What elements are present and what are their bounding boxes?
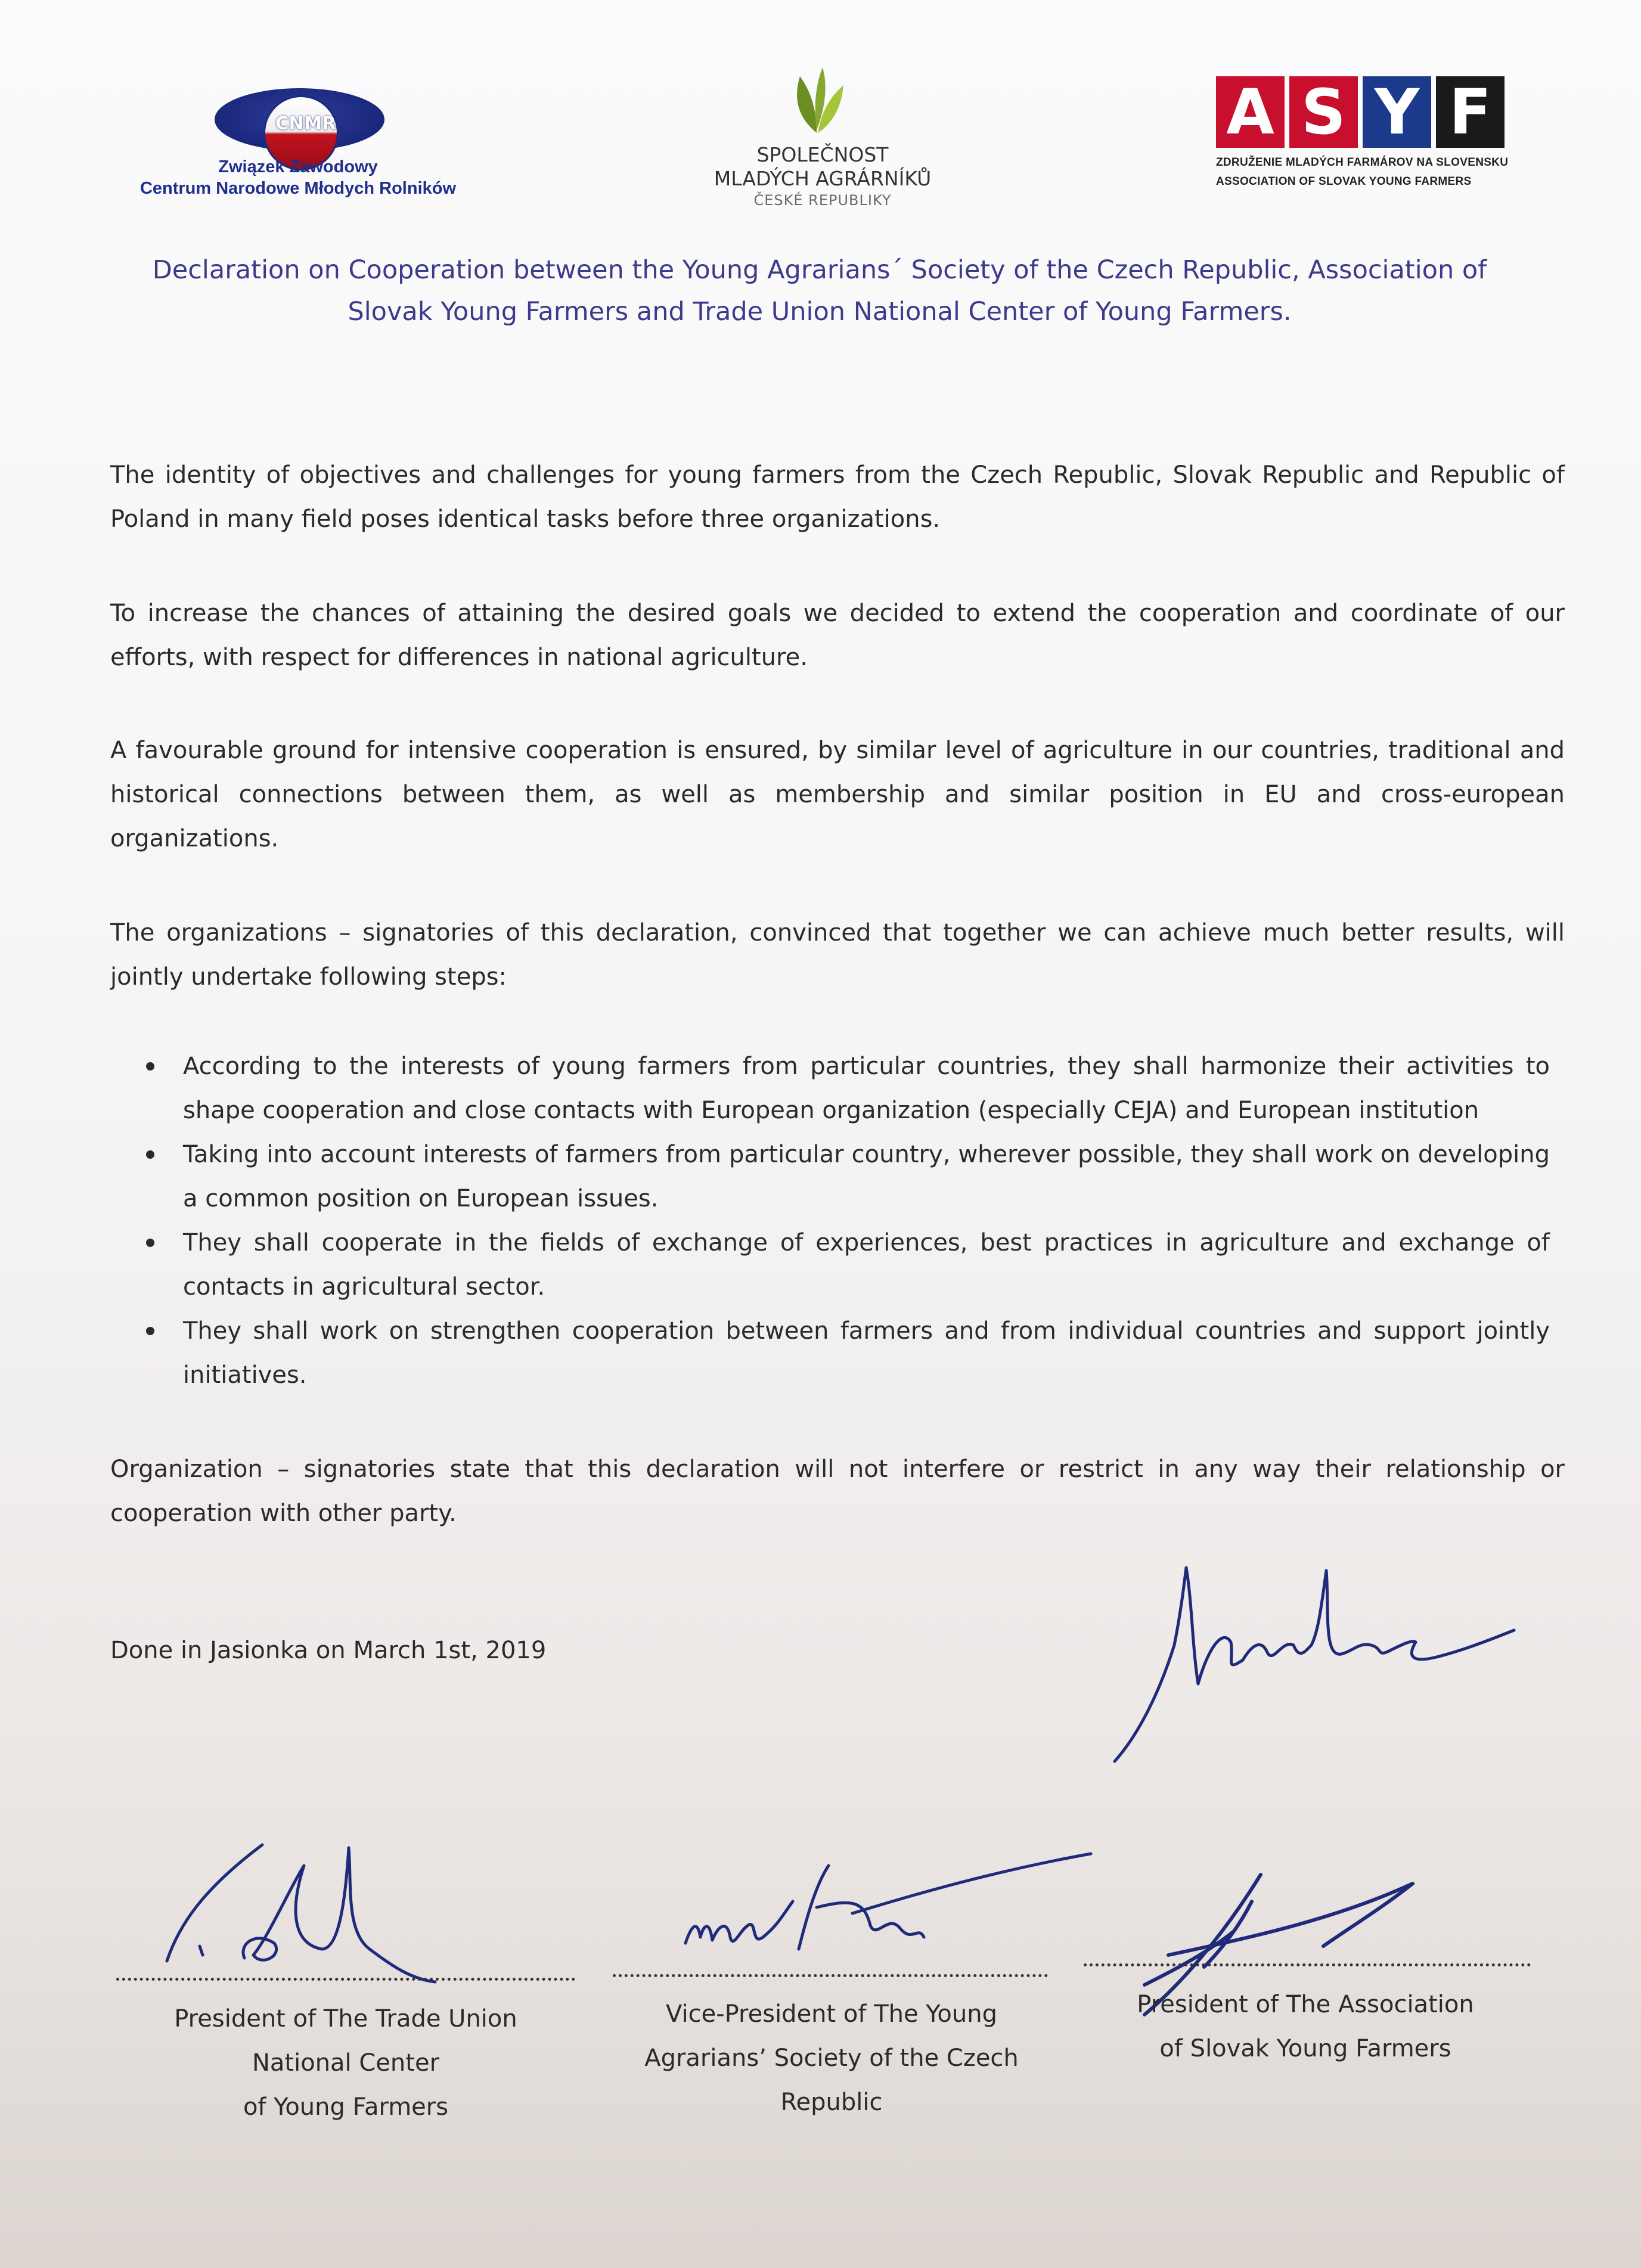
steps-list (146, 1044, 1550, 1397)
signatory-3-line2: of Slovak Young Farmers (1159, 2035, 1451, 2062)
asyf-letter: Y (1363, 76, 1431, 148)
signature-top (1103, 1556, 1520, 1770)
cnmr-logo-name (119, 156, 477, 199)
asyf-name-sk: ZDRUŽENIE MLADÝCH FARMÁROV NA SLOVENSKU (1216, 156, 1509, 169)
document-title (89, 249, 1550, 333)
asyf-letter: S (1289, 76, 1358, 148)
asyf-letter: F (1436, 76, 1504, 148)
leaf-icon (787, 64, 846, 136)
cnmr-logo-mark: CNMR (275, 113, 337, 134)
signature-line (116, 1978, 575, 1981)
place-and-date: Done in Jasionka on March 1st, 2019 (110, 1637, 547, 1664)
list-item: They shall work on strengthen cooperation between farmers and from individual countries and support jointly initiatives. (146, 1309, 1550, 1397)
list-item: They shall cooperate in the fields of exchange of experiences, best practices in agriculture and exchange of contacts in agricultural sector. (146, 1221, 1550, 1309)
sma-name-line1: SPOLEČNOST (756, 143, 889, 166)
cnmr-name-line1: Związek Zawodowy (218, 157, 378, 176)
paragraph-identity: The identity of objectives and challenges for young farmers from the Czech Republic, Slovak Republic and Republic of Poland in many field poses identical tasks before three organizations. (110, 461, 1565, 533)
signature-1 (155, 1812, 525, 1991)
asyf-letter: A (1216, 76, 1285, 148)
paragraph-closing: Organization – signatories state that this declaration will not interfere or restrict in any way their relationship or cooperation with other party. (110, 1456, 1565, 1527)
signatory-2-line3: Republic (780, 2089, 883, 2116)
sma-logo-name (656, 143, 989, 191)
list-item: According to the interests of young farmers from particular countries, they shall harmonize their activities to shape cooperation and close contacts with European organization (especially CEJA) and European institution (146, 1044, 1550, 1133)
sma-name-line3: ČESKÉ REPUBLIKY (753, 192, 892, 209)
signatory-role-2 (596, 1992, 1067, 2124)
signature-line (1084, 1963, 1531, 1966)
signatory-1-line2: National Center (252, 2049, 440, 2077)
signatory-2-line2: Agrarians’ Society of the Czech (644, 2044, 1019, 2072)
paragraph-ground: A favourable ground for intensive cooperation is ensured, by similar level of agriculture in our countries, traditional and historical connections between them, as well as membership and similar position in EU and cross-european organizations. (110, 737, 1565, 852)
cnmr-name-line2: Centrum Narodowe Młodych Rolników (139, 179, 457, 198)
signature-line (613, 1974, 1048, 1977)
signatory-1-line3: of Young Farmers (243, 2093, 449, 2121)
signatory-role-3 (1067, 1982, 1544, 2071)
asyf-name-en: ASSOCIATION OF SLOVAK YOUNG FARMERS (1216, 175, 1472, 188)
title-line2: Slovak Young Farmers and Trade Union National Center of Young Farmers. (348, 297, 1292, 327)
list-item: Taking into account interests of farmers from particular country, wherever possible, they shall work on developing a common position on European issues. (146, 1133, 1550, 1221)
paragraph-goals: To increase the chances of attaining the desired goals we decided to extend the cooperation and coordinate of our efforts, with respect for differences in national agriculture. (110, 600, 1565, 671)
asyf-logo (1216, 76, 1504, 151)
signatory-2-line1: Vice-President of The Young (666, 2000, 997, 2028)
paragraph-steps-intro: The organizations – signatories of this declaration, convinced that together we can achieve much better results, will jointly undertake following steps: (110, 919, 1565, 991)
sma-name-line2: MLADÝCH AGRÁRNÍKŮ (714, 167, 932, 190)
signatory-1-line1: President of The Trade Union (174, 2005, 517, 2033)
signatory-role-1 (107, 1997, 584, 2129)
signature-2 (674, 1842, 1103, 1979)
title-line1: Declaration on Cooperation between the Young Agrarians´ Society of the Czech Republic, Association of (152, 255, 1487, 285)
signatory-3-line1: President of The Association (1137, 1991, 1474, 2018)
